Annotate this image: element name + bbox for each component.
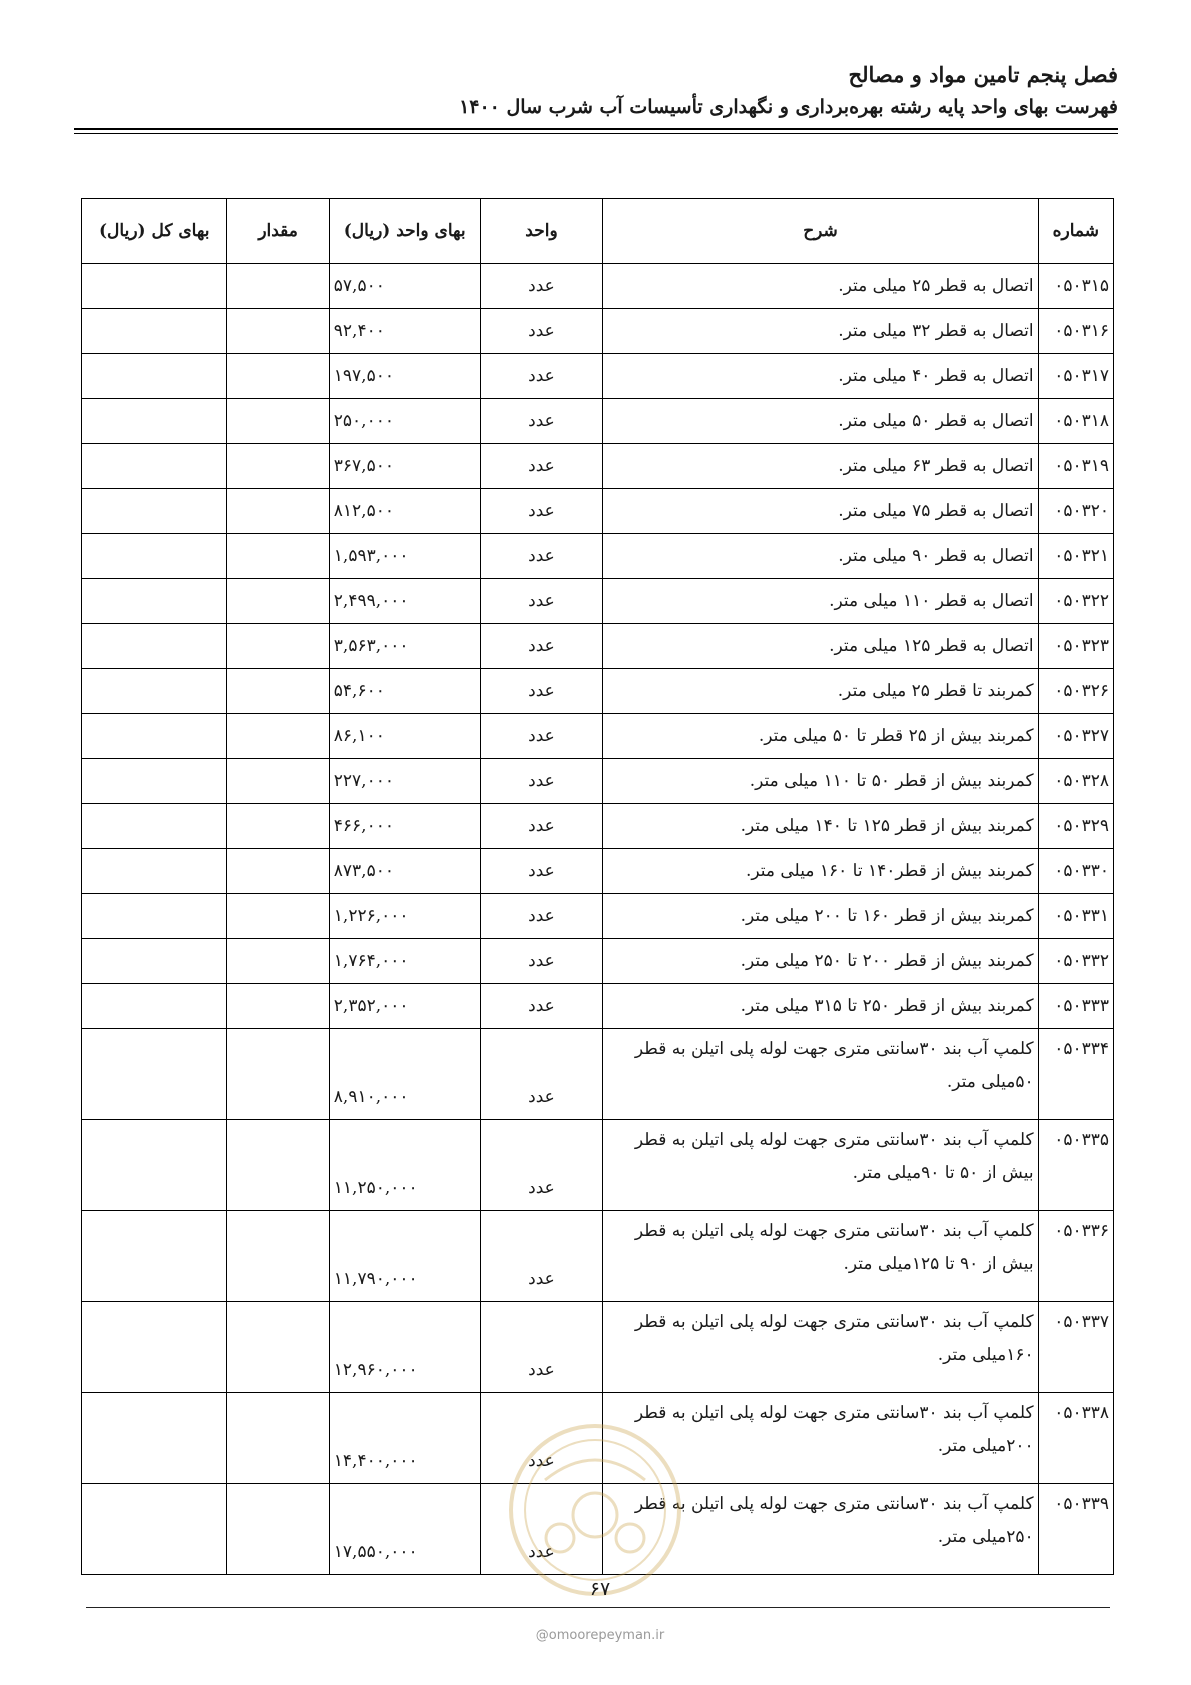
cell-description: اتصال به قطر ۳۲ میلی متر.: [603, 309, 1038, 354]
cell-unit: عدد: [480, 1393, 603, 1484]
table-row: [82, 1211, 1114, 1302]
cell-unit-price: ۱,۲۲۶,۰۰۰: [329, 894, 480, 939]
cell-number: ۰۵۰۳۲۱: [1038, 534, 1113, 579]
cell-total-price: [82, 894, 227, 939]
table-header-row: [82, 199, 1114, 264]
cell-unit-price: ۱۱,۲۵۰,۰۰۰: [329, 1120, 480, 1211]
cell-quantity: [227, 759, 329, 804]
document-subtitle: فهرست بهای واحد پایه رشته بهره‌برداری و نگهداری تأسیسات آب شرب سال ۱۴۰۰: [459, 96, 1118, 118]
cell-number: ۰۵۰۳۳۴: [1038, 1029, 1113, 1120]
cell-quantity: [227, 939, 329, 984]
cell-number: ۰۵۰۳۳۰: [1038, 849, 1113, 894]
cell-quantity: [227, 399, 329, 444]
cell-quantity: [227, 1029, 329, 1120]
cell-unit-price: ۸,۹۱۰,۰۰۰: [329, 1029, 480, 1120]
cell-number: ۰۵۰۳۳۶: [1038, 1211, 1113, 1302]
cell-number: ۰۵۰۳۳۳: [1038, 984, 1113, 1029]
cell-unit: عدد: [480, 939, 603, 984]
cell-unit: عدد: [480, 624, 603, 669]
cell-number: ۰۵۰۳۳۱: [1038, 894, 1113, 939]
cell-quantity: [227, 624, 329, 669]
cell-number: ۰۵۰۳۲۳: [1038, 624, 1113, 669]
cell-number: ۰۵۰۳۲۲: [1038, 579, 1113, 624]
cell-unit: عدد: [480, 1029, 603, 1120]
cell-quantity: [227, 1211, 329, 1302]
cell-number: ۰۵۰۳۱۷: [1038, 354, 1113, 399]
cell-description: اتصال به قطر ۶۳ میلی متر.: [603, 444, 1038, 489]
cell-unit-price: ۲,۴۹۹,۰۰۰: [329, 579, 480, 624]
cell-quantity: [227, 1484, 329, 1575]
cell-quantity: [227, 579, 329, 624]
cell-quantity: [227, 714, 329, 759]
cell-unit-price: ۴۶۶,۰۰۰: [329, 804, 480, 849]
cell-quantity: [227, 894, 329, 939]
table-row: [82, 264, 1114, 309]
cell-quantity: [227, 489, 329, 534]
cell-total-price: [82, 1484, 227, 1575]
table-row: [82, 939, 1114, 984]
cell-quantity: [227, 534, 329, 579]
cell-description: کمربند بیش از قطر ۱۶۰ تا ۲۰۰ میلی متر.: [603, 894, 1038, 939]
cell-description: کلمپ آب بند ۳۰سانتی متری جهت لوله پلی اتیلن به قطر ۲۰۰میلی متر.: [603, 1393, 1038, 1484]
cell-quantity: [227, 444, 329, 489]
cell-unit: عدد: [480, 759, 603, 804]
cell-unit: عدد: [480, 849, 603, 894]
cell-number: ۰۵۰۳۱۵: [1038, 264, 1113, 309]
cell-quantity: [227, 309, 329, 354]
cell-unit-price: ۱۷,۵۵۰,۰۰۰: [329, 1484, 480, 1575]
table-row: [82, 489, 1114, 534]
cell-quantity: [227, 264, 329, 309]
cell-number: ۰۵۰۳۲۸: [1038, 759, 1113, 804]
cell-total-price: [82, 1211, 227, 1302]
cell-unit-price: ۱۱,۷۹۰,۰۰۰: [329, 1211, 480, 1302]
table-row: [82, 1302, 1114, 1393]
cell-number: ۰۵۰۳۲۷: [1038, 714, 1113, 759]
cell-number: ۰۵۰۳۲۰: [1038, 489, 1113, 534]
cell-description: اتصال به قطر ۱۱۰ میلی متر.: [603, 579, 1038, 624]
cell-description: کمربند بیش از قطر۱۴۰ تا ۱۶۰ میلی متر.: [603, 849, 1038, 894]
cell-quantity: [227, 1393, 329, 1484]
cell-description: اتصال به قطر ۵۰ میلی متر.: [603, 399, 1038, 444]
cell-unit: عدد: [480, 309, 603, 354]
cell-unit: عدد: [480, 354, 603, 399]
cell-number: ۰۵۰۳۳۷: [1038, 1302, 1113, 1393]
cell-total-price: [82, 759, 227, 804]
cell-description: کمربند بیش از قطر ۵۰ تا ۱۱۰ میلی متر.: [603, 759, 1038, 804]
table-row: [82, 849, 1114, 894]
header-rule-thick: [74, 128, 1118, 130]
cell-unit-price: ۳۶۷,۵۰۰: [329, 444, 480, 489]
chapter-title: فصل پنجم تامین مواد و مصالح: [848, 62, 1118, 87]
cell-total-price: [82, 939, 227, 984]
col-header-total-price: بهای کل (ریال): [82, 199, 227, 264]
cell-total-price: [82, 264, 227, 309]
col-header-description: شرح: [603, 199, 1038, 264]
cell-unit: عدد: [480, 1120, 603, 1211]
cell-quantity: [227, 849, 329, 894]
cell-unit-price: ۸۶,۱۰۰: [329, 714, 480, 759]
cell-description: کلمپ آب بند ۳۰سانتی متری جهت لوله پلی اتیلن به قطر بیش از ۹۰ تا ۱۲۵میلی متر.: [603, 1211, 1038, 1302]
cell-unit: عدد: [480, 399, 603, 444]
cell-description: کلمپ آب بند ۳۰سانتی متری جهت لوله پلی اتیلن به قطر ۵۰میلی متر.: [603, 1029, 1038, 1120]
col-header-number: شماره: [1038, 199, 1113, 264]
table-row: [82, 399, 1114, 444]
cell-description: کلمپ آب بند ۳۰سانتی متری جهت لوله پلی اتیلن به قطر ۲۵۰میلی متر.: [603, 1484, 1038, 1575]
cell-number: ۰۵۰۳۲۶: [1038, 669, 1113, 714]
cell-quantity: [227, 804, 329, 849]
cell-total-price: [82, 714, 227, 759]
cell-description: کمربند بیش از قطر ۱۲۵ تا ۱۴۰ میلی متر.: [603, 804, 1038, 849]
cell-unit-price: ۱۴,۴۰۰,۰۰۰: [329, 1393, 480, 1484]
cell-description: کمربند بیش از ۲۵ قطر تا ۵۰ میلی متر.: [603, 714, 1038, 759]
cell-total-price: [82, 804, 227, 849]
cell-unit: عدد: [480, 1211, 603, 1302]
table-row: [82, 669, 1114, 714]
table-row: [82, 894, 1114, 939]
cell-unit: عدد: [480, 444, 603, 489]
table-row: [82, 444, 1114, 489]
table-row: [82, 309, 1114, 354]
cell-total-price: [82, 849, 227, 894]
header-rule-thin: [74, 133, 1118, 134]
cell-unit-price: ۳,۵۶۳,۰۰۰: [329, 624, 480, 669]
cell-description: کلمپ آب بند ۳۰سانتی متری جهت لوله پلی اتیلن به قطر ۱۶۰میلی متر.: [603, 1302, 1038, 1393]
cell-unit: عدد: [480, 264, 603, 309]
cell-description: کلمپ آب بند ۳۰سانتی متری جهت لوله پلی اتیلن به قطر بیش از ۵۰ تا ۹۰میلی متر.: [603, 1120, 1038, 1211]
cell-unit-price: ۵۷,۵۰۰: [329, 264, 480, 309]
table-row: [82, 804, 1114, 849]
cell-number: ۰۵۰۳۱۸: [1038, 399, 1113, 444]
footer-rule: [86, 1607, 1110, 1608]
cell-total-price: [82, 1029, 227, 1120]
cell-quantity: [227, 354, 329, 399]
price-list-table: [81, 198, 1114, 1575]
cell-total-price: [82, 669, 227, 714]
col-header-unit: واحد: [480, 199, 603, 264]
cell-total-price: [82, 399, 227, 444]
cell-total-price: [82, 984, 227, 1029]
cell-number: ۰۵۰۳۳۵: [1038, 1120, 1113, 1211]
cell-unit-price: ۱,۵۹۳,۰۰۰: [329, 534, 480, 579]
cell-number: ۰۵۰۳۱۶: [1038, 309, 1113, 354]
cell-unit: عدد: [480, 669, 603, 714]
cell-total-price: [82, 489, 227, 534]
cell-unit: عدد: [480, 1484, 603, 1575]
table-row: [82, 1029, 1114, 1120]
cell-description: کمربند بیش از قطر ۲۵۰ تا ۳۱۵ میلی متر.: [603, 984, 1038, 1029]
cell-unit: عدد: [480, 804, 603, 849]
cell-unit-price: ۱۹۷,۵۰۰: [329, 354, 480, 399]
cell-total-price: [82, 309, 227, 354]
cell-description: کمربند بیش از قطر ۲۰۰ تا ۲۵۰ میلی متر.: [603, 939, 1038, 984]
cell-unit-price: ۹۲,۴۰۰: [329, 309, 480, 354]
cell-total-price: [82, 1120, 227, 1211]
page-number: ۶۷: [589, 1578, 611, 1600]
table-row: [82, 714, 1114, 759]
col-header-quantity: مقدار: [227, 199, 329, 264]
table-row: [82, 354, 1114, 399]
cell-unit-price: ۲۲۷,۰۰۰: [329, 759, 480, 804]
cell-unit: عدد: [480, 534, 603, 579]
cell-number: ۰۵۰۳۳۸: [1038, 1393, 1113, 1484]
table-row: [82, 624, 1114, 669]
cell-number: ۰۵۰۳۱۹: [1038, 444, 1113, 489]
website-watermark: @omoorepeyman.ir: [535, 1628, 665, 1643]
cell-unit-price: ۸۷۳,۵۰۰: [329, 849, 480, 894]
cell-total-price: [82, 1393, 227, 1484]
watermark-seal-icon: [505, 1420, 685, 1600]
cell-total-price: [82, 624, 227, 669]
cell-total-price: [82, 354, 227, 399]
cell-quantity: [227, 1120, 329, 1211]
cell-quantity: [227, 669, 329, 714]
cell-number: ۰۵۰۳۲۹: [1038, 804, 1113, 849]
cell-unit-price: ۱۲,۹۶۰,۰۰۰: [329, 1302, 480, 1393]
cell-unit: عدد: [480, 1302, 603, 1393]
table-body: [82, 264, 1114, 1575]
cell-description: کمربند تا قطر ۲۵ میلی متر.: [603, 669, 1038, 714]
table-row: [82, 1120, 1114, 1211]
cell-quantity: [227, 1302, 329, 1393]
col-header-unit-price: بهای واحد (ریال): [329, 199, 480, 264]
table-row: [82, 759, 1114, 804]
cell-unit-price: ۵۴,۶۰۰: [329, 669, 480, 714]
page-header: [74, 58, 1118, 122]
cell-unit: عدد: [480, 579, 603, 624]
cell-description: اتصال به قطر ۱۲۵ میلی متر.: [603, 624, 1038, 669]
cell-description: اتصال به قطر ۲۵ میلی متر.: [603, 264, 1038, 309]
cell-unit: عدد: [480, 489, 603, 534]
cell-total-price: [82, 579, 227, 624]
cell-unit: عدد: [480, 714, 603, 759]
cell-unit-price: ۱,۷۶۴,۰۰۰: [329, 939, 480, 984]
cell-description: اتصال به قطر ۴۰ میلی متر.: [603, 354, 1038, 399]
table-row: [82, 984, 1114, 1029]
cell-unit: عدد: [480, 894, 603, 939]
table-row: [82, 579, 1114, 624]
cell-description: اتصال به قطر ۹۰ میلی متر.: [603, 534, 1038, 579]
cell-quantity: [227, 984, 329, 1029]
cell-unit: عدد: [480, 984, 603, 1029]
cell-unit-price: ۲,۳۵۲,۰۰۰: [329, 984, 480, 1029]
cell-total-price: [82, 444, 227, 489]
cell-total-price: [82, 1302, 227, 1393]
cell-number: ۰۵۰۳۳۹: [1038, 1484, 1113, 1575]
cell-total-price: [82, 534, 227, 579]
table-row: [82, 534, 1114, 579]
cell-number: ۰۵۰۳۳۲: [1038, 939, 1113, 984]
cell-description: اتصال به قطر ۷۵ میلی متر.: [603, 489, 1038, 534]
cell-unit-price: ۲۵۰,۰۰۰: [329, 399, 480, 444]
cell-unit-price: ۸۱۲,۵۰۰: [329, 489, 480, 534]
